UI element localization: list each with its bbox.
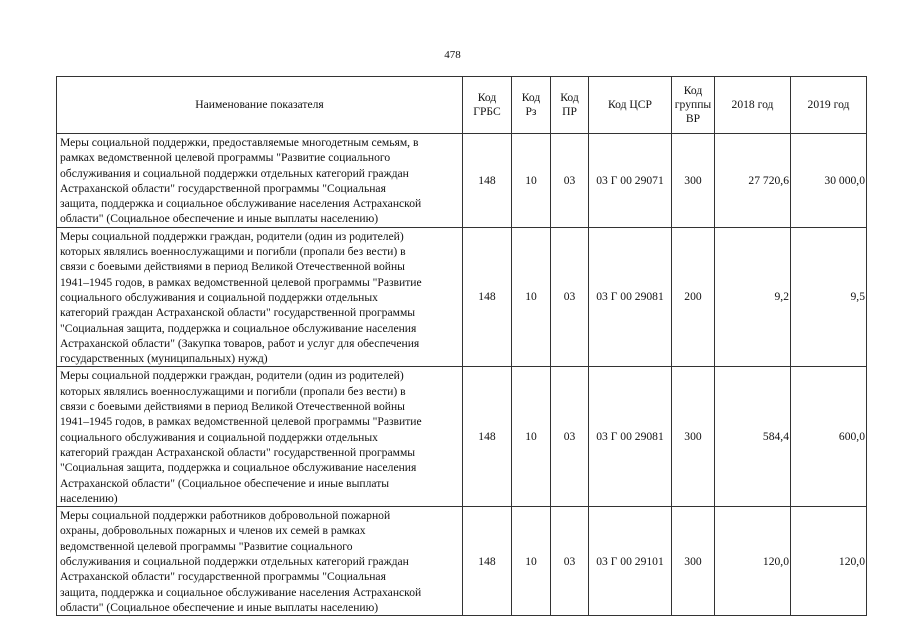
indicator-name-line: населению) [60, 491, 118, 505]
header-grbs [463, 77, 512, 134]
indicator-name-line: 1941–1945 годов, в рамках ведомственной целевой программы "Развитие [60, 415, 422, 429]
grbs-cell: 148 [463, 227, 512, 367]
header-pr-line: ПР [562, 105, 577, 118]
vr-cell: 200 [672, 227, 715, 367]
table-header-row [57, 77, 867, 134]
amount-2018-cell: 9,2 [715, 227, 791, 367]
table-row [57, 367, 867, 507]
grbs-cell: 148 [463, 507, 512, 616]
header-2019: 2019 год [791, 77, 867, 134]
csr-cell: 03 Г 00 29101 [589, 507, 672, 616]
indicator-name-line: Меры социальной поддержки, предоставляемые многодетным семьям, в [60, 136, 419, 149]
indicator-name-cell [57, 134, 463, 228]
indicator-name-line: защита, поддержка и социальное обслуживание населения Астраханской [60, 197, 422, 211]
indicator-name-line: государственных (муниципальных) нужд) [60, 352, 268, 366]
amount-2019-cell: 120,0 [791, 507, 867, 616]
indicator-name-cell [57, 367, 463, 507]
indicator-name-line: связи с боевыми действиями в период Великой Отечественной войны [60, 260, 405, 274]
indicator-name-line: связи с боевыми действиями в период Великой Отечественной войны [60, 400, 405, 414]
indicator-name-line: защита, поддержка и социальное обслуживание населения Астраханской [60, 585, 422, 599]
header-grbs-line: ГРБС [473, 105, 501, 118]
pr-cell: 03 [551, 367, 589, 507]
indicator-name-line: рамках ведомственной целевой программы "Развитие социального [60, 151, 391, 165]
vr-cell: 300 [672, 134, 715, 228]
page-number: 478 [444, 49, 461, 61]
header-rz [512, 77, 551, 134]
vr-cell: 300 [672, 507, 715, 616]
grbs-cell: 148 [463, 134, 512, 228]
header-pr-line: Код [560, 91, 579, 104]
amount-2019-cell: 600,0 [791, 367, 867, 507]
indicator-name-line: 1941–1945 годов, в рамках ведомственной целевой программы "Развитие [60, 275, 422, 289]
header-rz-line: Код [521, 91, 541, 104]
indicator-name-line: обслуживания и социальной поддержки отдельных категорий граждан [60, 555, 409, 569]
indicator-name-line: социального обслуживания и социальной поддержки отдельных [60, 290, 378, 304]
indicator-name-line: которых являлись военнослужащими и погибли (пропали без вести) в [60, 245, 406, 259]
header-rz-line: Рз [525, 105, 537, 118]
pr-cell: 03 [551, 134, 589, 228]
table-body [57, 134, 867, 616]
rz-cell: 10 [512, 367, 551, 507]
header-2018: 2018 год [715, 77, 791, 134]
indicator-name-line: категорий граждан Астраханской области" государственной программы [60, 445, 416, 459]
indicator-name-line: Меры социальной поддержки работников добровольной пожарной [60, 509, 391, 523]
pr-cell: 03 [551, 507, 589, 616]
indicator-name-cell [57, 507, 463, 616]
indicator-name-line: "Социальная защита, поддержка и социальное обслуживание населения [60, 321, 417, 335]
header-vr-line: Код [683, 84, 703, 97]
csr-cell: 03 Г 00 29071 [589, 134, 672, 228]
header-vr-line: группы [674, 98, 712, 111]
indicator-name-line: Астраханской области" государственной программы "Социальная [60, 181, 386, 195]
indicator-name-line: Астраханской области" (Социальное обеспечение и иные выплаты [60, 476, 390, 490]
indicator-name-line: Астраханской области" государственной программы "Социальная [60, 570, 386, 584]
grbs-cell: 148 [463, 367, 512, 507]
rz-cell: 10 [512, 134, 551, 228]
amount-2018-cell: 120,0 [715, 507, 791, 616]
vr-cell: 300 [672, 367, 715, 507]
table-row [57, 227, 867, 367]
rz-cell: 10 [512, 227, 551, 367]
header-grbs-line: Код [477, 91, 497, 104]
indicator-name-cell [57, 227, 463, 367]
indicator-name-line: обслуживания и социальной поддержки отдельных категорий граждан [60, 166, 409, 180]
amount-2018-cell: 584,4 [715, 367, 791, 507]
table-row [57, 134, 867, 228]
indicator-name-line: Меры социальной поддержки граждан, родители (один из родителей) [60, 229, 404, 243]
indicator-name-line: которых являлись военнослужащими и погибли (пропали без вести) в [60, 384, 406, 398]
header-vr-line: ВР [685, 112, 701, 125]
table-row [57, 507, 867, 616]
indicator-name-line: ведомственной целевой программы "Развитие социального [60, 539, 353, 553]
budget-table [56, 76, 867, 616]
indicator-name-line: области" (Социальное обеспечение и иные выплаты населению) [60, 212, 379, 226]
indicator-name-line: социального обслуживания и социальной поддержки отдельных [60, 430, 378, 444]
indicator-name-line: категорий граждан Астраханской области" государственной программы [60, 306, 416, 320]
indicator-name-line: Меры социальной поддержки граждан, родители (один из родителей) [60, 369, 404, 383]
header-csr: Код ЦСР [589, 77, 672, 134]
indicator-name-line: "Социальная защита, поддержка и социальное обслуживание населения [60, 461, 417, 475]
indicator-name-line: области" (Социальное обеспечение и иные выплаты населению) [60, 600, 379, 614]
indicator-name-line: охраны, добровольных пожарных и членов их семей в рамках [60, 524, 366, 538]
amount-2018-cell: 27 720,6 [715, 134, 791, 228]
header-vr [672, 77, 715, 134]
rz-cell: 10 [512, 507, 551, 616]
csr-cell: 03 Г 00 29081 [589, 227, 672, 367]
header-pr [551, 77, 589, 134]
pr-cell: 03 [551, 227, 589, 367]
header-name: Наименование показателя [57, 77, 463, 134]
amount-2019-cell: 30 000,0 [791, 134, 867, 228]
csr-cell: 03 Г 00 29081 [589, 367, 672, 507]
indicator-name-line: Астраханской области" (Закупка товаров, работ и услуг для обеспечения [60, 336, 420, 350]
amount-2019-cell: 9,5 [791, 227, 867, 367]
